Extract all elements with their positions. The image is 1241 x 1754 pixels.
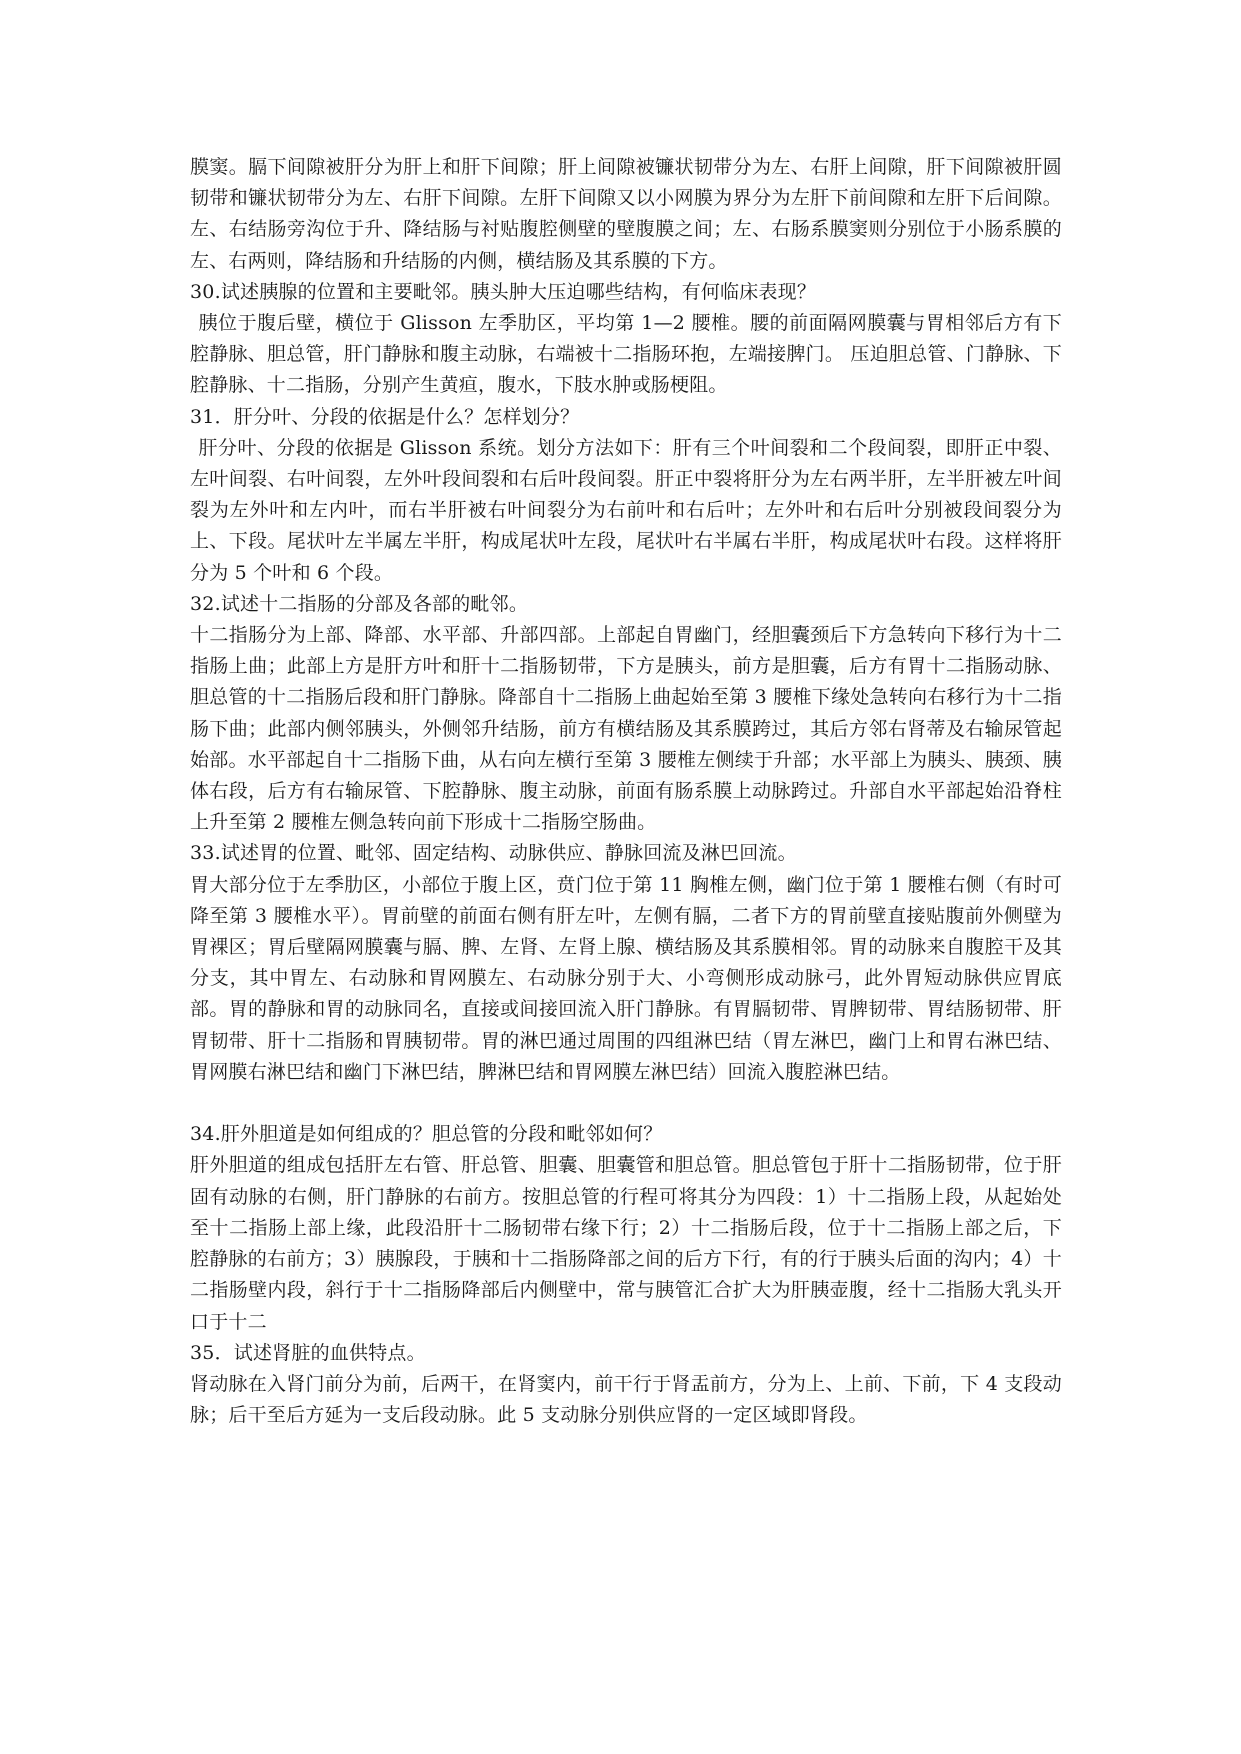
answer-33: 胃大部分位于左季肋区，小部位于腹上区，贲门位于第 11 胸椎左侧，幽门位于第 1 腰椎右侧（有时可降至第 3 腰椎水平）。胃前壁的前面右侧有肝左叶，左侧有膈，二者下方的胃前壁直接贴腹前外侧壁为胃裸区；胃后壁隔网膜囊与膈、脾、左肾、左肾上腺、横结肠及其系膜相邻。胃的动脉来自腹腔干及其分支，其中胃左、右动脉和胃网膜左、右动脉分别于大、小弯侧形成动脉弓，此外胃短动脉供应胃底部。胃的静脉和胃的动脉同名，直接或间接回流入肝门静脉。有胃膈韧带、胃脾韧带、胃结肠韧带、肝胃韧带、肝十二指肠和胃胰韧带。胃的淋巴通过周围的四组淋巴结（胃左淋巴，幽门上和胃右淋巴结、胃网膜右淋巴结和幽门下淋巴结，脾淋巴结和胃网膜左淋巴结）回流入腹腔淋巴结。: [190, 873, 1062, 1083]
question-33: 33.试述胃的位置、毗邻、固定结构、动脉供应、静脉回流及淋巴回流。: [190, 842, 797, 865]
answer-32: 十二指肠分为上部、降部、水平部、升部四部。上部起自胃幽门，经胆囊颈后下方急转向下移行为十二指肠上曲；此部上方是肝方叶和肝十二指肠韧带，下方是胰头，前方是胆囊，后方有胃十二指肠动脉、胆总管的十二指肠后段和肝门静脉。降部自十二指肠上曲起始至第 3 腰椎下缘处急转向右移行为十二指肠下曲；此部内侧邻胰头，外侧邻升结肠，前方有横结肠及其系膜跨过，其后方邻右肾蒂及右输尿管起始部。水平部起自十二指肠下曲，从右向左横行至第 3 腰椎左侧续于升部；水平部上为胰头、胰颈、胰体右段，后方有右输尿管、下腔静脉、腹主动脉，前面有肠系膜上动脉跨过。升部自水平部起始沿脊柱上升至第 2 腰椎左侧急转向前下形成十二指肠空肠曲。: [190, 624, 1062, 834]
answer-35: 肾动脉在入肾门前分为前，后两干，在肾窦内，前干行于肾盂前方，分为上、上前、下前，下 4 支段动脉；后干至后方延为一支后段动脉。此 5 支动脉分别供应肾的一定区域即肾段。: [190, 1372, 1062, 1427]
question-30: 30.试述胰腺的位置和主要毗邻。胰头肿大压迫哪些结构，有何临床表现？: [190, 280, 817, 303]
question-35: 35．试述肾脏的血供特点。: [190, 1341, 426, 1364]
paragraph-continued: 膜窦。膈下间隙被肝分为肝上和肝下间隙；肝上间隙被镰状韧带分为左、右肝上间隙，肝下间隙被肝圆韧带和镰状韧带分为左、右肝下间隙。左肝下间隙又以小网膜为界分为左肝下前间隙和左肝下后间隙。左、右结肠旁沟位于升、降结肠与衬贴腹腔侧壁的壁腹膜之间；左、右肠系膜窦则分别位于小肠系膜的左、右两则，降结肠和升结肠的内侧，横结肠及其系膜的下方。: [190, 156, 1062, 272]
answer-30: 胰位于腹后壁，横位于 Glisson 左季肋区，平均第 1—2 腰椎。腰的前面隔网膜囊与胃相邻后方有下腔静脉、胆总管，肝门静脉和腹主动脉，右端被十二指肠环抱，左端接脾门。 压迫胆总管、门静脉、下腔静脉、十二指肠，分别产生黄疸，腹水，下肢水肿或肠梗阻。: [190, 312, 1062, 397]
document-page: [190, 152, 1062, 1431]
question-32: 32.试述十二指肠的分部及各部的毗邻。: [190, 592, 529, 615]
question-34: 34.肝外胆道是如何组成的？胆总管的分段和毗邻如何？: [190, 1123, 663, 1146]
question-31: 31．肝分叶、分段的依据是什么？怎样划分？: [190, 405, 580, 428]
blank-line: [190, 1088, 1062, 1119]
answer-34: 肝外胆道的组成包括肝左右管、肝总管、胆囊、胆囊管和胆总管。胆总管包于肝十二指肠韧带，位于肝固有动脉的右侧，肝门静脉的右前方。按胆总管的行程可将其分为四段：1）十二指肠上段，从起始处至十二指肠上部上缘，此段沿肝十二肠韧带右缘下行；2）十二指肠后段，位于十二指肠上部之后，下腔静脉的右前方；3）胰腺段，于胰和十二指肠降部之间的后方下行，有的行于胰头后面的沟内；4）十二指肠壁内段，斜行于十二指肠降部后内侧壁中，常与胰管汇合扩大为肝胰壶腹，经十二指肠大乳头开口于十二: [190, 1154, 1062, 1333]
answer-31: 肝分叶、分段的依据是 Glisson 系统。划分方法如下：肝有三个叶间裂和二个段间裂，即肝正中裂、左叶间裂、右叶间裂，左外叶段间裂和右后叶段间裂。肝正中裂将肝分为左右两半肝，左半肝被左叶间裂为左外叶和左内叶，而右半肝被右叶间裂分为右前叶和右后叶；左外叶和右后叶分别被段间裂分为上、下段。尾状叶左半属左半肝，构成尾状叶左段，尾状叶右半属右半肝，构成尾状叶右段。这样将肝分为 5 个叶和 6 个段。: [190, 436, 1062, 584]
